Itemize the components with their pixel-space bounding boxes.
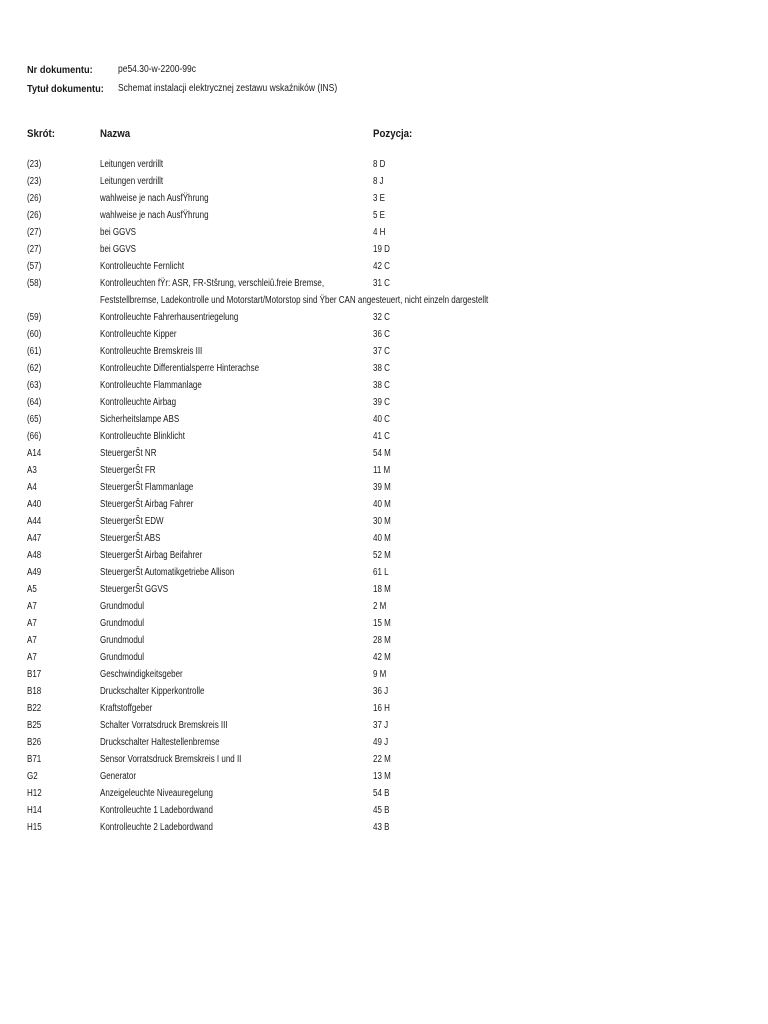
- table-row: [27, 734, 747, 751]
- row-position: 49 J: [373, 737, 389, 748]
- row-position: 22 M: [373, 754, 391, 765]
- row-name: SteuergerŠt NR: [100, 448, 157, 459]
- row-name: Druckschalter Haltestellenbremse: [100, 737, 220, 748]
- row-position: 31 C: [373, 278, 390, 289]
- table-row: [27, 666, 747, 683]
- row-position: 28 M: [373, 635, 391, 646]
- table-row: [27, 258, 747, 275]
- table-row: [27, 615, 747, 632]
- doc-title-label: Tytuł dokumentu:: [27, 82, 104, 95]
- row-name: wahlweise je nach AusfŸhrung: [100, 193, 209, 204]
- table-row: [27, 343, 747, 360]
- table-row: [27, 309, 747, 326]
- row-position: 30 M: [373, 516, 391, 527]
- row-code: (62): [27, 363, 42, 374]
- row-name: Kontrolleuchte Fahrerhausentriegelung: [100, 312, 239, 323]
- table-row: [27, 632, 747, 649]
- row-name: Anzeigeleuchte Niveauregelung: [100, 788, 213, 799]
- row-position: 38 C: [373, 380, 390, 391]
- table-row: [27, 598, 747, 615]
- row-name: Grundmodul: [100, 601, 145, 612]
- row-name: SteuergerŠt Automatikgetriebe Allison: [100, 567, 235, 578]
- row-position: 13 M: [373, 771, 391, 782]
- row-position: 2 M: [373, 601, 387, 612]
- row-code: G2: [27, 771, 38, 782]
- row-position: 37 C: [373, 346, 390, 357]
- row-name: Grundmodul: [100, 652, 145, 663]
- table-row: [27, 785, 747, 802]
- table-row: [27, 649, 747, 666]
- table-row: [27, 700, 747, 717]
- row-code: (23): [27, 159, 42, 170]
- row-position: 39 M: [373, 482, 391, 493]
- row-position: 11 M: [373, 465, 391, 476]
- row-code: (59): [27, 312, 42, 323]
- row-code: (27): [27, 227, 42, 238]
- row-name: Schalter Vorratsdruck Bremskreis III: [100, 720, 228, 731]
- row-name: Kontrolleuchte Blinklicht: [100, 431, 185, 442]
- table-row: [27, 428, 747, 445]
- row-code: (57): [27, 261, 42, 272]
- row-name: Kontrolleuchte Kipper: [100, 329, 177, 340]
- table-row: [27, 496, 747, 513]
- row-position: 40 M: [373, 499, 391, 510]
- doc-number-row: [27, 60, 747, 79]
- header-name: Nazwa: [100, 128, 131, 140]
- row-position: 32 C: [373, 312, 390, 323]
- row-code: A7: [27, 652, 37, 663]
- row-name: SteuergerŠt Airbag Beifahrer: [100, 550, 203, 561]
- row-name: Grundmodul: [100, 618, 145, 629]
- row-position: 40 C: [373, 414, 390, 425]
- row-name: SteuergerŠt Flammanlage: [100, 482, 194, 493]
- document-metadata: [27, 60, 747, 98]
- table-row: [27, 751, 747, 768]
- row-position: 36 J: [373, 686, 389, 697]
- row-position: 41 C: [373, 431, 390, 442]
- header-code: Skrót:: [27, 128, 55, 140]
- row-position: 43 B: [373, 822, 390, 833]
- row-name: Kontrolleuchte Bremskreis III: [100, 346, 203, 357]
- row-code: A7: [27, 601, 37, 612]
- row-position: 16 H: [373, 703, 390, 714]
- row-name: Kontrolleuchte 2 Ladebordwand: [100, 822, 213, 833]
- table-row: [27, 224, 747, 241]
- row-position: 54 B: [373, 788, 390, 799]
- row-code: (60): [27, 329, 42, 340]
- row-code: A7: [27, 618, 37, 629]
- row-name: Leitungen verdrillt: [100, 176, 164, 187]
- row-position: 36 C: [373, 329, 390, 340]
- row-position: 37 J: [373, 720, 389, 731]
- row-name: Geschwindigkeitsgeber: [100, 669, 183, 680]
- table-row: [27, 207, 747, 224]
- row-position: 40 M: [373, 533, 391, 544]
- row-code: (64): [27, 397, 42, 408]
- row-name: bei GGVS: [100, 227, 137, 238]
- row-code: (26): [27, 210, 42, 221]
- table-row: [27, 819, 747, 836]
- row-position: 15 M: [373, 618, 391, 629]
- row-position: 9 M: [373, 669, 387, 680]
- table-row: [27, 190, 747, 207]
- row-position: 4 H: [373, 227, 386, 238]
- row-name: SteuergerŠt FR: [100, 465, 156, 476]
- row-name: Leitungen verdrillt: [100, 159, 164, 170]
- continuation-text: Feststellbremse, Ladekontrolle und Motorstart/Motorstop sind Ÿber CAN angesteuert, nicht einzeln dargestellt: [100, 295, 489, 306]
- table-row: [27, 581, 747, 598]
- header-position: Pozycja:: [373, 128, 413, 140]
- row-position: 5 E: [373, 210, 386, 221]
- row-position: 45 B: [373, 805, 390, 816]
- row-code: (65): [27, 414, 42, 425]
- row-code: (63): [27, 380, 42, 391]
- row-name-continuation: [27, 292, 747, 309]
- doc-number-value: pe54.30-w-2200-99c: [118, 64, 196, 75]
- table-row: [27, 462, 747, 479]
- row-code: B25: [27, 720, 42, 731]
- doc-title-row: [27, 79, 747, 98]
- row-name: Sensor Vorratsdruck Bremskreis I und II: [100, 754, 242, 765]
- row-code: H15: [27, 822, 42, 833]
- row-name: wahlweise je nach AusfŸhrung: [100, 210, 209, 221]
- row-code: A47: [27, 533, 42, 544]
- row-name: bei GGVS: [100, 244, 137, 255]
- row-name: Sicherheitslampe ABS: [100, 414, 180, 425]
- row-name: Generator: [100, 771, 137, 782]
- table-row: [27, 513, 747, 530]
- row-code: (61): [27, 346, 42, 357]
- row-code: B22: [27, 703, 42, 714]
- table-row: [27, 411, 747, 428]
- row-position: 42 C: [373, 261, 390, 272]
- table-row: [27, 445, 747, 462]
- table-row: [27, 683, 747, 700]
- row-name: Kontrolleuchte 1 Ladebordwand: [100, 805, 213, 816]
- row-name: SteuergerŠt Airbag Fahrer: [100, 499, 194, 510]
- row-code: A49: [27, 567, 42, 578]
- row-code: A7: [27, 635, 37, 646]
- table-row: [27, 326, 747, 343]
- doc-number-label: Nr dokumentu:: [27, 63, 93, 76]
- row-position: 8 J: [373, 176, 384, 187]
- table-row: [27, 530, 747, 547]
- row-position: 54 M: [373, 448, 391, 459]
- table-row: [27, 173, 747, 190]
- row-position: 19 D: [373, 244, 390, 255]
- row-name: SteuergerŠt EDW: [100, 516, 164, 527]
- table-row: [27, 377, 747, 394]
- row-code: H14: [27, 805, 42, 816]
- row-position: 52 M: [373, 550, 391, 561]
- abbreviation-table: [27, 123, 747, 836]
- row-code: B17: [27, 669, 42, 680]
- row-name: Kontrolleuchte Fernlicht: [100, 261, 185, 272]
- row-name: Druckschalter Kipperkontrolle: [100, 686, 205, 697]
- table-row: [27, 564, 747, 581]
- row-code: B18: [27, 686, 42, 697]
- row-name: SteuergerŠt ABS: [100, 533, 161, 544]
- row-name: SteuergerŠt GGVS: [100, 584, 169, 595]
- row-code: (66): [27, 431, 42, 442]
- row-name: Kontrolleuchten fŸr: ASR, FR-Stšrung, verschleiû.freie Bremse,: [100, 278, 325, 289]
- row-code: A40: [27, 499, 42, 510]
- row-code: A44: [27, 516, 42, 527]
- row-position: 18 M: [373, 584, 391, 595]
- row-name: Kraftstoffgeber: [100, 703, 153, 714]
- row-code: (27): [27, 244, 42, 255]
- row-code: (23): [27, 176, 42, 187]
- row-position: 61 L: [373, 567, 389, 578]
- table-header: [27, 123, 747, 145]
- row-code: A4: [27, 482, 37, 493]
- table-row: [27, 275, 747, 292]
- row-code: A48: [27, 550, 42, 561]
- table-row: [27, 717, 747, 734]
- row-code: A3: [27, 465, 37, 476]
- table-row: [27, 547, 747, 564]
- row-name: Kontrolleuchte Airbag: [100, 397, 177, 408]
- row-code: A5: [27, 584, 37, 595]
- table-row: [27, 479, 747, 496]
- row-name: Kontrolleuchte Differentialsperre Hinterachse: [100, 363, 260, 374]
- table-row: [27, 394, 747, 411]
- row-position: 8 D: [373, 159, 386, 170]
- row-code: A14: [27, 448, 42, 459]
- table-body: [27, 156, 747, 836]
- table-row: [27, 802, 747, 819]
- table-row: [27, 768, 747, 785]
- table-row: [27, 241, 747, 258]
- row-position: 3 E: [373, 193, 386, 204]
- row-code: B26: [27, 737, 42, 748]
- row-code: (26): [27, 193, 42, 204]
- row-position: 42 M: [373, 652, 391, 663]
- row-code: H12: [27, 788, 42, 799]
- row-name: Kontrolleuchte Flammanlage: [100, 380, 202, 391]
- table-row: [27, 360, 747, 377]
- row-code: B71: [27, 754, 42, 765]
- row-name: Grundmodul: [100, 635, 145, 646]
- row-position: 39 C: [373, 397, 390, 408]
- doc-title-value: Schemat instalacji elektrycznej zestawu wskaźników (INS): [118, 83, 338, 94]
- table-row: [27, 156, 747, 173]
- row-position: 38 C: [373, 363, 390, 374]
- row-code: (58): [27, 278, 42, 289]
